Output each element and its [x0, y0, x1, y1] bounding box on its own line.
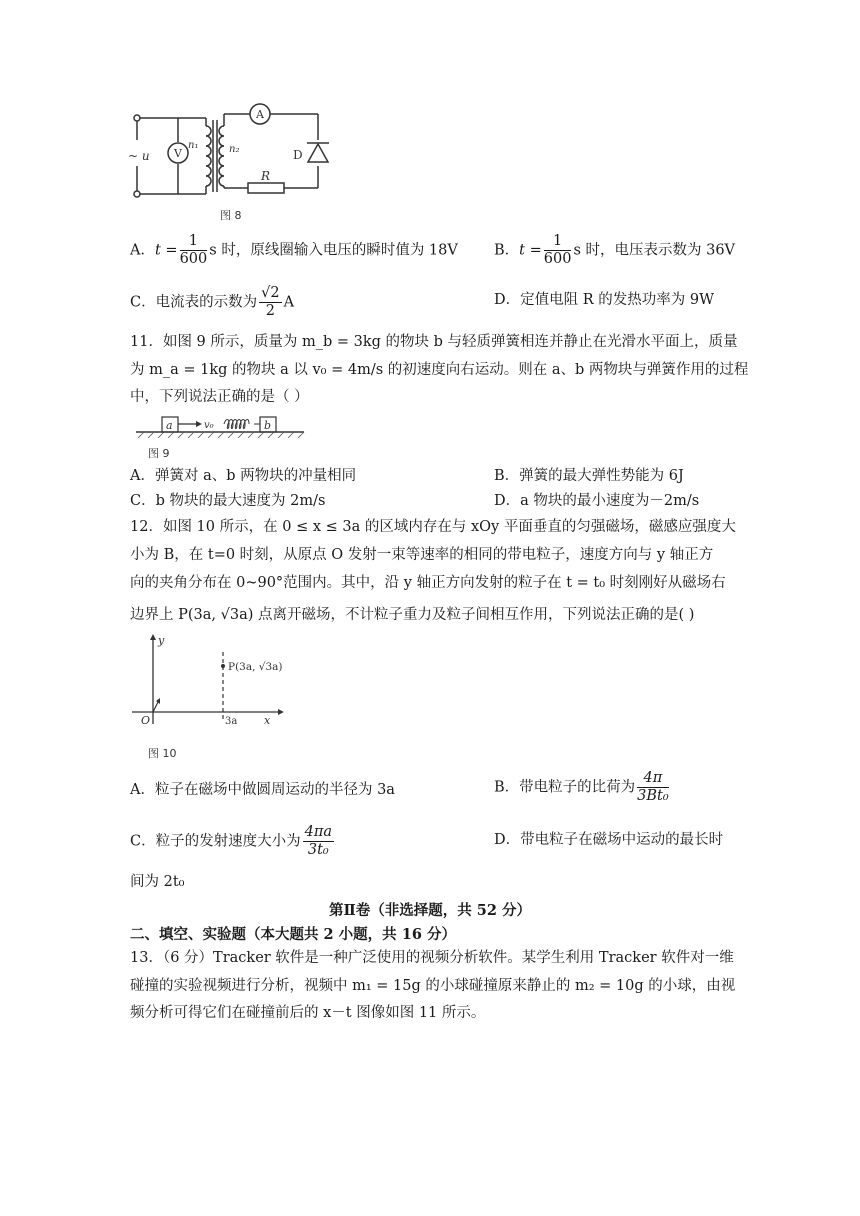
section-2-title: 第Ⅱ卷（非选择题，共 52 分） — [329, 902, 531, 919]
q10-option-c: C．电流表的示数为 $\frac{√2}{2}$ A — [130, 285, 295, 319]
q12-option-c: C．粒子的发射速度大小为 $\frac{4\pi a}{\text{3t₀}}$ — [130, 824, 332, 858]
q12-option-d: D．带电粒子在磁场中运动的最长时 — [494, 832, 724, 848]
fig8-ammeter-label: A — [256, 108, 264, 121]
fig9-block-b-label: b — [264, 419, 272, 432]
fig10-y-label: y — [158, 634, 165, 647]
fig8-resistor-label: R — [261, 169, 271, 183]
q12-option-d-continued: 间为 2t₀ — [130, 874, 185, 890]
fig10-tick-label: 3a — [225, 716, 238, 727]
q12-stem-line3: 向的夹角分布在 0~90°范围内。其中，沿 y 轴正方向发射的粒子在 t = t₀ 时刻刚好从磁场右 — [130, 575, 726, 591]
q11-option-c: C．b 物块的最大速度为 2m/s — [130, 493, 326, 509]
fig8-diode-label: D — [293, 148, 303, 162]
fig9-block-a-label: a — [166, 419, 173, 432]
figure-9-caption: 图 9 — [148, 447, 170, 460]
fig10-origin-label: O — [141, 714, 151, 727]
fig8-n2-label: n₂ — [229, 144, 240, 155]
q12-option-a: A．粒子在磁场中做圆周运动的半径为 3a — [130, 782, 395, 798]
q13-stem-line2: 碰撞的实验视频进行分析，视频中 m₁ = 15g 的小球碰撞原来静止的 m₂ = 10g 的小球，由视 — [130, 978, 736, 994]
q12-stem-line1: 12．如图 10 所示，在 0 ≤ x ≤ 3a 的区域内存在与 xOy 平面垂直的匀强磁场，磁感应强度大 — [130, 519, 736, 535]
q11-stem-line3: 中，下列说法正确的是（ ） — [130, 389, 309, 405]
q11-stem-line1: 11．如图 9 所示，质量为 m_b = 3kg 的物块 b 与轻质弹簧相连并静止在光滑水平面上，质量 — [130, 334, 738, 350]
q11-option-a: A．弹簧对 a、b 两物块的冲量相同 — [130, 468, 357, 484]
fig8-source-label: ~ u — [128, 149, 150, 163]
q10-option-a: A．t = $\frac{1}{600}$ s 时，原线圈输入电压的瞬时值为 18V — [130, 233, 458, 267]
fig10-x-label: x — [264, 714, 271, 727]
q13-stem-line3: 频分析可得它们在碰撞前后的 x－t 图像如图 11 所示。 — [130, 1005, 486, 1021]
q10-option-d: D．定值电阻 R 的发热功率为 9W — [494, 292, 714, 308]
figure-8-caption: 图 8 — [220, 209, 242, 222]
q12-option-b: B．带电粒子的比荷为 $\frac{4\pi}{\text{3Bt₀}}$ — [494, 770, 669, 804]
fig10-point-label: P(3a, √3a) — [228, 661, 283, 673]
q11-option-d: D．a 物块的最小速度为－2m/s — [494, 493, 700, 509]
q13-stem-line1: 13．（6 分）Tracker 软件是一种广泛使用的视频分析软件。某学生利用 Tracker 软件对一维 — [130, 950, 734, 966]
figure-9-blocks-spring — [136, 414, 306, 438]
fig9-v0-label: v₀ — [204, 420, 214, 431]
figure-10-caption: 图 10 — [148, 747, 177, 760]
figure-10-magnetic-field — [128, 632, 288, 727]
q11-stem-line2: 为 m_a = 1kg 的物块 a 以 v₀ = 4m/s 的初速度向右运动。则在 a、b 两物块与弹簧作用的过程 — [130, 362, 749, 378]
section-2-heading: 二、填空、实验题（本大题共 2 小题，共 16 分） — [130, 926, 456, 943]
q10-option-b: B．t = $\frac{1}{600}$ s 时，电压表示数为 36V — [494, 233, 736, 267]
fig8-voltmeter-label: V — [174, 147, 182, 160]
q11-option-b: B．弹簧的最大弹性势能为 6J — [494, 468, 684, 484]
q12-stem-line4: 边界上 P(3a, √3a) 点离开磁场，不计粒子重力及粒子间相互作用，下列说法正确的是( ) — [130, 607, 695, 623]
fig8-n1-label: n₁ — [188, 140, 199, 151]
q12-stem-line2: 小为 B，在 t=0 时刻，从原点 O 发射一束等速率的相同的带电粒子，速度方向与 y 轴正方 — [130, 547, 714, 563]
